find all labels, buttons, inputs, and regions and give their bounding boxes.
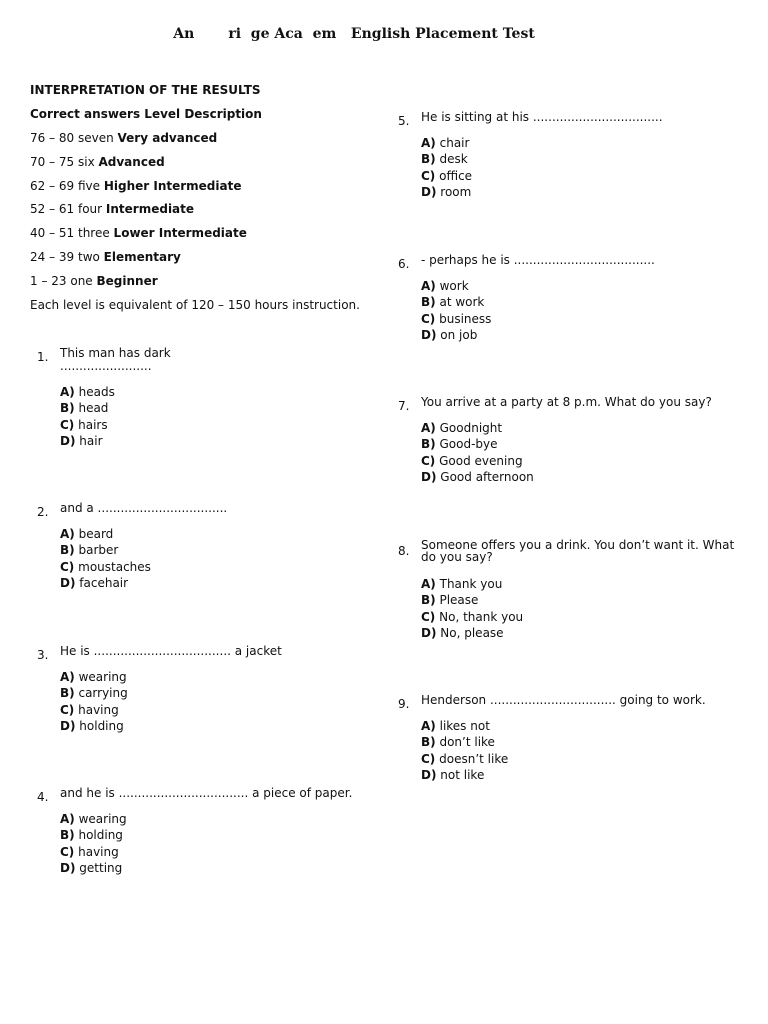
answer-options (60, 384, 115, 450)
answer-option: D) holding (60, 719, 124, 734)
answer-option: C) office (421, 168, 473, 183)
answer-option: C) hairs (60, 417, 108, 432)
answer-options (60, 811, 127, 877)
level-row: 52 – 61 four Intermediate (30, 202, 195, 217)
answer-option: B) at work (421, 295, 485, 310)
answer-options (421, 718, 508, 784)
answer-options (60, 669, 128, 735)
answer-option: C) doesn’t like (421, 751, 509, 766)
answer-option: D) room (421, 185, 472, 200)
answer-options (421, 420, 534, 486)
answer-option: B) carrying (60, 686, 128, 701)
answer-option: A) likes not (421, 719, 490, 733)
answer-option: A) work (421, 279, 469, 293)
answer-option: C) having (60, 844, 119, 859)
answer-option: A) Thank you (421, 577, 503, 591)
question-number: 3. (37, 648, 49, 662)
answer-option: C) moustaches (60, 559, 151, 574)
answer-option: D) not like (421, 768, 485, 783)
question-stem: This man has dark ........................ (60, 346, 171, 373)
question-stem: Henderson ................................. going to work. (421, 693, 706, 707)
question-stem: and he is .................................. a piece of paper. (60, 786, 353, 800)
question-number: 7. (398, 399, 410, 413)
question-number: 5. (398, 114, 410, 128)
question-number: 6. (398, 257, 410, 271)
question-number: 9. (398, 697, 410, 711)
results-heading: INTERPRETATION OF THE RESULTS (30, 83, 261, 97)
question-number: 4. (37, 790, 49, 804)
level-row: 76 – 80 seven Very advanced (30, 130, 218, 145)
answer-option: C) No, thank you (421, 609, 524, 624)
answer-option: B) head (60, 401, 109, 416)
answer-option: D) getting (60, 861, 123, 876)
answer-option: A) wearing (60, 812, 127, 826)
results-note: Each level is equivalent of 120 – 150 hours instruction. (30, 298, 360, 313)
level-row: 24 – 39 two Elementary (30, 250, 181, 265)
answer-option: D) hair (60, 434, 103, 449)
level-row: 70 – 75 six Advanced (30, 154, 165, 169)
level-row: 1 – 23 one Beginner (30, 274, 158, 289)
answer-option: C) having (60, 702, 119, 717)
answer-option: D) Good afternoon (421, 470, 534, 485)
question-number: 1. (37, 350, 49, 364)
question-number: 8. (398, 544, 410, 558)
answer-option: D) facehair (60, 576, 129, 591)
answer-options (421, 278, 491, 344)
question-stem: He is sitting at his .................................. (421, 110, 663, 124)
level-row: 62 – 69 five Higher Intermediate (30, 178, 242, 193)
answer-option: A) heads (60, 385, 115, 399)
answer-options (421, 576, 523, 642)
answer-option: B) don’t like (421, 735, 495, 750)
answer-options (60, 526, 151, 592)
question-stem: - perhaps he is ..................................... (421, 253, 655, 267)
answer-option: A) beard (60, 527, 114, 541)
answer-option: B) Good-bye (421, 437, 498, 452)
answer-option: D) on job (421, 328, 478, 343)
question-stem: He is .................................... a jacket (60, 644, 282, 658)
results-columns: Correct answers Level Description (30, 106, 262, 121)
level-row: 40 – 51 three Lower Intermediate (30, 226, 247, 241)
question-number: 2. (37, 505, 49, 519)
question-stem: You arrive at a party at 8 p.m. What do you say? (421, 395, 712, 409)
document-title: An ri ge Aca em English Placement Test (173, 26, 535, 42)
answer-option: B) holding (60, 828, 123, 843)
answer-option: C) business (421, 311, 492, 326)
answer-option: B) desk (421, 152, 468, 167)
answer-option: B) barber (60, 543, 119, 558)
answer-option: B) Please (421, 593, 479, 608)
answer-option: C) Good evening (421, 453, 523, 468)
question-stem: and a .................................. (60, 501, 228, 515)
answer-options (421, 135, 472, 201)
answer-option: A) wearing (60, 670, 127, 684)
results-interpretation (30, 83, 375, 322)
answer-option: A) Goodnight (421, 421, 503, 435)
answer-option: D) No, please (421, 626, 504, 641)
question-stem: Someone offers you a drink. You don’t want it. What do you say? (421, 538, 735, 564)
answer-option: A) chair (421, 136, 470, 150)
